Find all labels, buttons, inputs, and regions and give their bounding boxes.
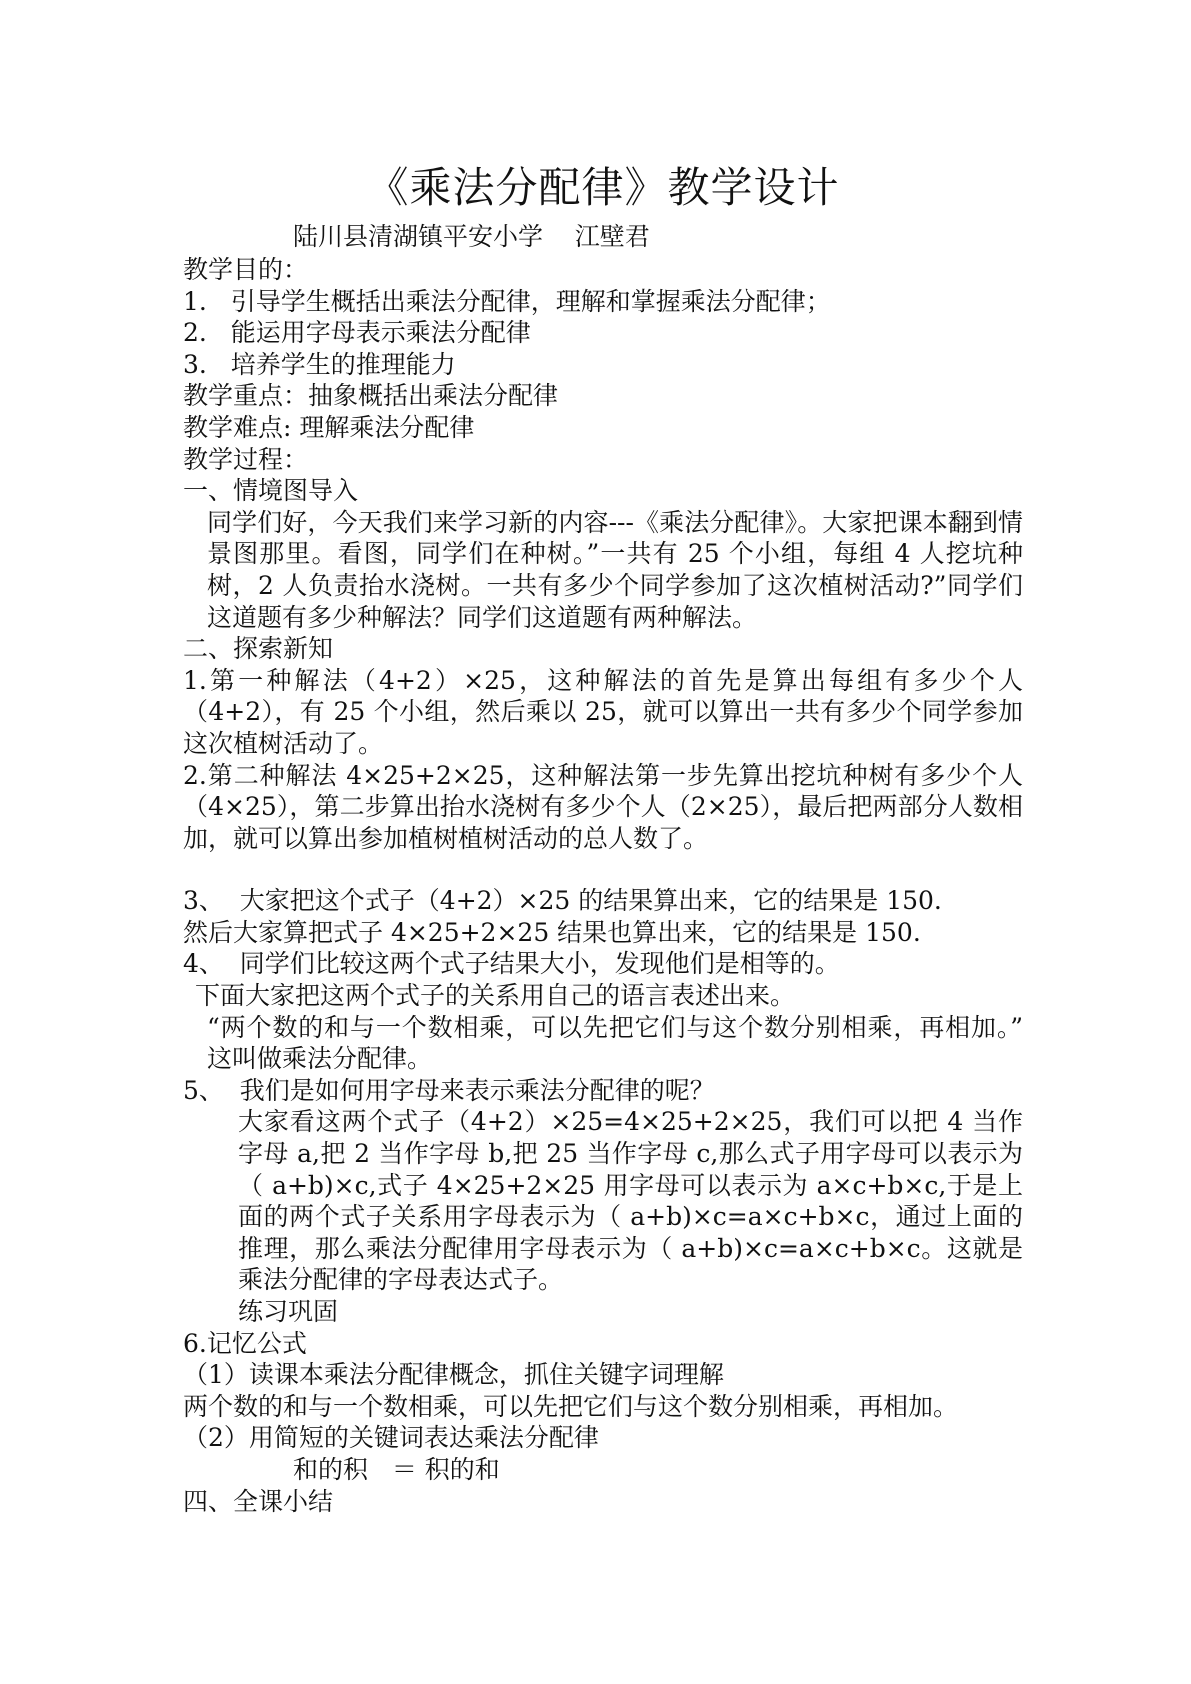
step6-heading: 6.记忆公式 bbox=[183, 1328, 307, 1358]
objective-item: 1. 引导学生概括出乘法分配律，理解和掌握乘法分配律； bbox=[183, 286, 831, 316]
method-two: 2.第二种解法 4×25+2×25，这种解法第一步先算出挖坑种树有多少个人（4×25），第二步算出抬水浇树有多少个人（2×25），最后把两部分人数相加，就可以算出参加植树植树活动的总人数了。 bbox=[183, 760, 1023, 853]
letter-expression-paragraph: 大家看这两个式子（4+2）×25=4×25+2×25，我们可以把 4 当作字母 a,把 2 当作字母 b,把 25 当作字母 c,那么式子用字母可以表示为（ a+b)×c,式子 4×25+2×25 用字母可以表示为 a×c+b×c,于是上面的两个式子关系用字母表示为（ a+b)×c=a×c+b×c，通过上面的推理，那么乘法分配律用字母表示为（ a+b)×c=a×c+b×c。这就是乘法分配律的字母表达式子。 bbox=[238, 1107, 1023, 1295]
step3-line1: 3、 大家把这个式子（4+2）×25 的结果算出来，它的结果是 150. bbox=[183, 886, 942, 916]
distributive-law-statement: “两个数的和与一个数相乘，可以先把它们与这个数分别相乘，再相加。” 这叫做乘法分配律。 bbox=[207, 1012, 1031, 1074]
blank-line bbox=[183, 854, 1023, 885]
process-heading: 教学过程： bbox=[183, 444, 309, 474]
objective-item: 2. 能运用字母表示乘法分配律 bbox=[183, 318, 531, 348]
section4-heading: 四、全课小结 bbox=[183, 1486, 334, 1516]
objectives-heading: 教学目的： bbox=[183, 255, 309, 284]
step6-sub2-body: 和的积 ＝ 积的和 bbox=[293, 1454, 500, 1484]
key-point: 教学重点：抽象概括出乘法分配律 bbox=[183, 381, 559, 411]
step3-line2: 然后大家算把式子 4×25+2×25 结果也算出来，它的结果是 150. bbox=[183, 917, 921, 947]
section2-heading: 二、探索新知 bbox=[183, 634, 334, 664]
document-title: 《乘法分配律》教学设计 bbox=[366, 163, 840, 212]
step5-line1: 5、 我们是如何用字母来表示乘法分配律的呢？ bbox=[183, 1075, 715, 1105]
step6-sub1-body: 两个数的和与一个数相乘，可以先把它们与这个数分别相乘，再相加。 bbox=[183, 1391, 959, 1421]
method-one: 1.第一种解法（4+2）×25，这种解法的首先是算出每组有多少个人（4+2），有 25 个小组，然后乘以 25，就可以算出一共有多少个同学参加这次植树活动了。 bbox=[183, 665, 1023, 758]
difficulty: 教学难点: 理解乘法分配律 bbox=[183, 412, 475, 442]
section1-body: 同学们好，今天我们来学习新的内容---《乘法分配律》。大家把课本翻到情景图那里。看图，同学们在种树。”一共有 25 个小组，每组 4 人挖坑种树，2 人负责抬水浇树。一共有多少个同学参加了这次植树活动?”同学们这道题有多少种解法？同学们这道题有两种解法。 bbox=[207, 507, 1023, 632]
step4-line2: 下面大家把这两个式子的关系用自己的语言表述出来。 bbox=[195, 981, 796, 1011]
objective-item: 3. 培养学生的推理能力 bbox=[183, 349, 456, 379]
practice-heading: 练习巩固 bbox=[238, 1297, 339, 1326]
section1-heading: 一、情境图导入 bbox=[183, 476, 359, 506]
step6-sub1: （1）读课本乘法分配律概念，抓住关键字词理解 bbox=[183, 1360, 724, 1390]
step4-line1: 4、 同学们比较这两个式子结果大小，发现他们是相等的。 bbox=[183, 949, 840, 979]
author-line: 陆川县清湖镇平安小学 江壁君 bbox=[293, 222, 650, 251]
step6-sub2: （2）用简短的关键词表达乘法分配律 bbox=[183, 1423, 599, 1453]
document-page bbox=[183, 160, 1031, 1517]
